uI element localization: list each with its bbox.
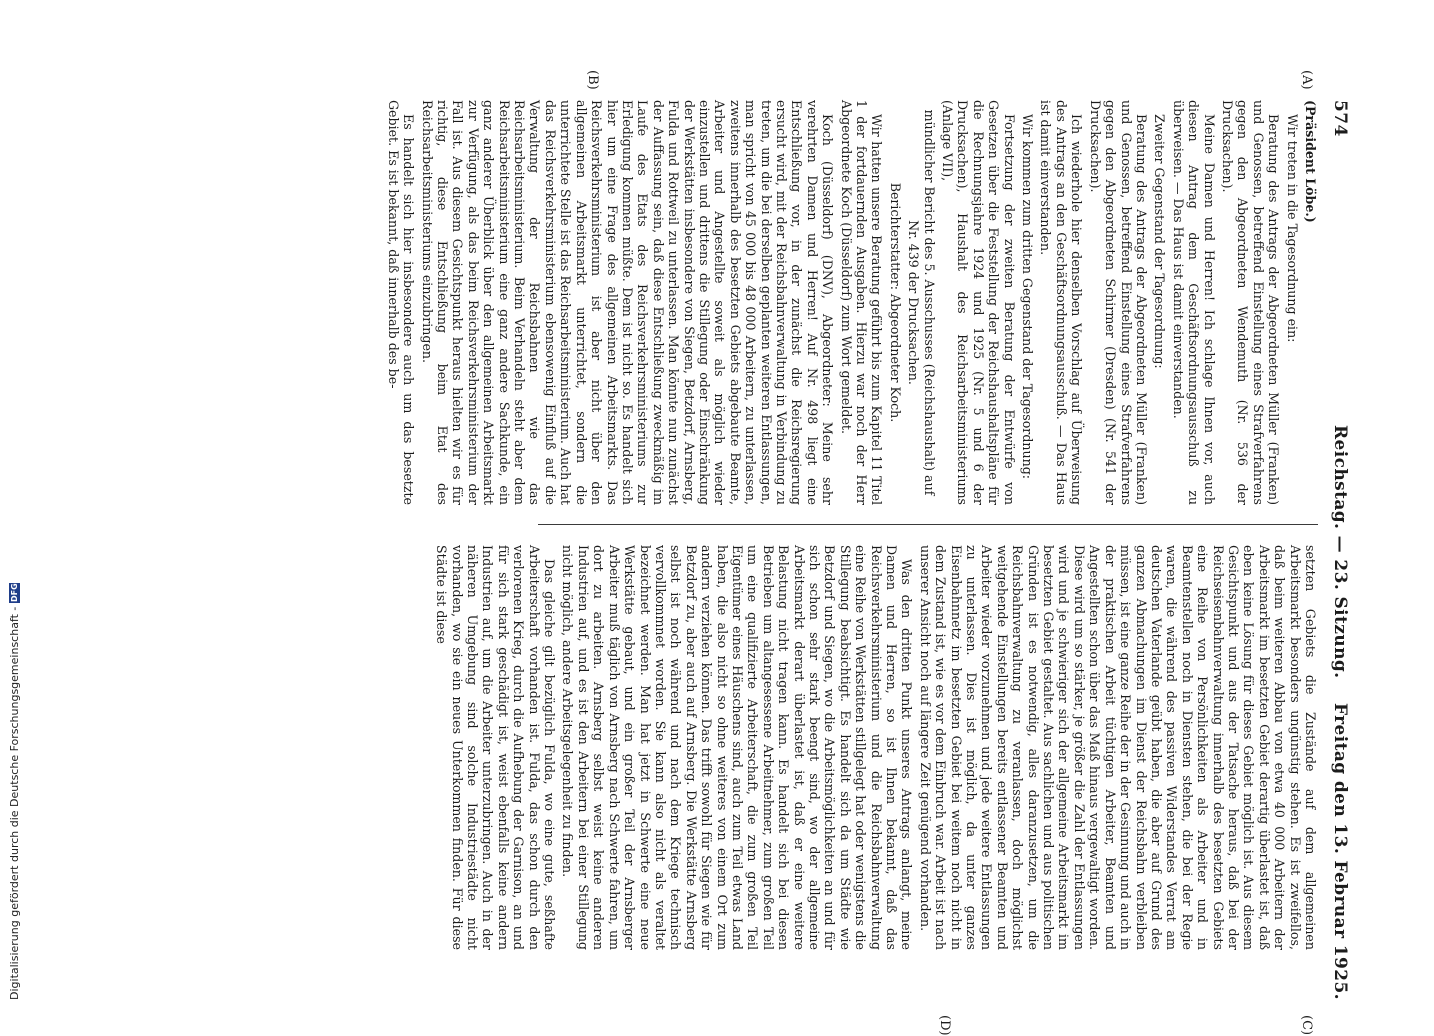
right-column bbox=[431, 545, 1318, 950]
agenda-item: Fortsetzung der zweiten Beratung der Entwürfe von Gesetzen über die Feststellung der Reichshaushaltspläne für die Rechnungsjahre 1924 und 1925 (Nr. 5 und 6 der Drucksachen), Haushalt des Reichsarbeitsministeriums (Anlage VII), bbox=[940, 100, 1017, 505]
agenda-item: Beratung des Antrags der Abgeordneten Müller (Franken) und Genossen, betreffend Einstellung eines Strafverfahrens gegen den Abgeordneten Schirmer (Dresden) (Nr. 541 der Drucksachen). bbox=[1087, 100, 1149, 505]
paragraph: Wir treten in die Tagesordnung ein: bbox=[1284, 114, 1300, 343]
speech-paragraph: setzten Gebiets die Zustände auf dem allgemeinen Arbeitsmarkt besonders ungünstig stehen. Es ist zweifellos, daß beim weiteren Abbau von etwa 40 000 Arbeitern der Arbeitsmarkt im besetzten Gebiet derartig überlastet ist, daß eben keine Lösung für dieses Gebiet möglich ist. Aus diesem Gesichtspunkt und aus der Tatsache heraus, daß bei der Reichseisenbahnverwaltung innerhalb des besetzten Gebiets eine Reihe von Persönlichkeiten als Arbeiter und in Beamtenstellen noch in Diensten stehen, die bei der Regie waren, die während des passiven Widerstandes Verrat am deutschen Vaterlande geübt haben, die aber auf Grund des ganzen Abmachungen im Dienst der Reichsbahn verbleiben müssen, ist eine ganze Reihe der in der Gesinnung und auch in der praktischen Arbeit tüchtigen Arbeiter, Beamten und Angestellten schon über das Maß hinaus vergewaltigt worden. Diese wird um so stärker, je größer die Zahl der Entlassungen wird und je schwieriger sich der allgemeine Arbeitsmarkt im besetzten Gebiet gestaltet. Aus sachlichen und aus politischen Gründen ist es notwendig, alles daranzusetzen, um die Reichsbahnverwaltung zu veranlassen, doch möglichst weitgehende Einstellungen bereits entlassener Beamten und Arbeiter wieder vorzunehmen und jede weitere Entlassungen zu unterlassen. Dies ist möglich, da unter ganzes Eisenbahnnetz im besetzten Gebiet bei weitem noch nicht in dem Zustand ist, wie es vor dem Einbruch war. Arbeit ist nach unserer Ansicht noch auf längere Zeit genügend vorhanden. bbox=[917, 545, 1318, 950]
paragraph: Wir hatten unsere Beratung geführt bis zum Kapitel 11 Titel 1 der fortdauernden Ausgaben. Hierzu war noch der Herr Abgeordnete Koch (Düsseldorf) zum Wort gemeldet. bbox=[838, 100, 885, 505]
running-title: Reichstag. — 23. Sitzung. bbox=[1330, 425, 1350, 679]
margin-mark-d: (D) bbox=[937, 1015, 952, 1036]
agenda-item: Beratung des Antrags der Abgeordneten Müller (Franken) und Genossen, betreffend Einstellung eines Strafverfahrens gegen den Abgeordneten Wendemuth (Nr. 536 der Drucksachen). bbox=[1219, 100, 1282, 505]
speech-paragraph: Was den dritten Punkt unseres Antrags anlangt, meine Damen und Herren, so ist Ihnen bekannt, daß das Reichsverkehrsministerium und die Reichsbahnverwaltung eine Reihe von Werkstätten stillgelegt hat oder wenigstens die Stillegung beabsichtigt. Es handelt sich da um Städte wie Betzdorf und Siegen, wo die Arbeitsmöglichkeiten an und für sich schon sehr stark beengt sind, wo der allgemeine Arbeitsmarkt derart überlastet ist, daß er eine weitere Belastung nicht tragen kann. Es handelt sich bei diesen Betrieben um altangesessene Arbeitnehmer, zum großen Teil um eine qualifizierte Arbeiterschaft, die zum großen Teil Eigentümer eines Häuschens sind, auch zum Teil etwas Land haben, die also nicht so ohne weiteres von einem Ort zum andern verziehen können. Das trifft sowohl für Siegen wie für Betzdorf zu, aber auch auf Arnsberg. Die Werkstätte Arnsberg selbst ist noch während und nach dem Kriege technisch vervollkommnet worden. Sie kann also nicht als veraltet bezeichnet werden. Man hat jetzt in Schwerte eine neue Werkstätte gebaut, und ein großer Teil der Arnsberger Arbeiter muß täglich von Arnsberg nach Schwerte fahren, um dort zu arbeiten. Arnsberg selbst weist keine anderen Industrien auf, und es ist den Arbeitern bei einer Stillegung nicht möglich, andere Arbeitsgelegenheit zu finden. bbox=[560, 545, 915, 950]
digitization-credit bbox=[8, 583, 21, 1000]
margin-mark-c: (C) bbox=[1299, 1015, 1314, 1036]
credit-text: Digitalisierung gefördert durch die Deutsche Forschungsgemeinschaft - bbox=[8, 606, 21, 1000]
paragraph: Ich wiederhole hier denselben Vorschlag auf Überweisung des Antrags an den Geschäftsordnungsausschuß. — Das Haus ist damit einverstanden. bbox=[1038, 100, 1085, 505]
speech-paragraph: Koch (Düsseldorf) (DNV), Abgeordneter: Meine sehr verehrten Damen und Herren! Auf Nr. 498 liegt eine Entschließung vor, in der zunächst die Reichsregierung ersucht wird, mit der Reichsbahnverwaltung in Verbindung zu treten, um die bei derselben geplanten weiteren Entlassungen, man spricht von 45 000 bis 48 000 Arbeitern, zu unterlassen, zweitens innerhalb des besetzten Gebiets abgebaute Beamte, Arbeiter und Angestellte soweit als möglich wieder einzustellen und drittens die Stillegung oder Einschränkung der Werkstätten insbesondere von Siegen, Betzdorf, Arnsberg, Fulda und Rottweil zu unterlassen. Man könnte nun zunächst der Auffassung sein, daß diese Entschließung zweckmäßig im Laufe des Etats des Reichsverkehrsministeriums zur Erledigung kommen müßte. Dem ist nicht so. Es handelt sich hier um eine Frage des allgemeinen Arbeitsmarkts. Das Reichsverkehrsministerium ist aber nicht über den allgemeinen Arbeitsmarkt unterrichtet, sondern die unterrichtete Stelle ist das Reichsarbeitsministerium. Auch hat das Reichsverkehrsministerium ebensowenig Einfluß auf die Verwaltung der Reichsbahnen wie das Reichsarbeitsministerium. Beim Verhandeln steht aber dem Reichsarbeitsministerium eine ganz andere Sachkunde, ein ganz anderer Überblick über den allgemeinen Arbeitsmarkt zur Verfügung, als das beim Reichsverkehrsministerium der Fall ist. Aus diesem Gesichtspunkt heraus hielten wir es für richtig, diese Entschließung beim Etat des Reichsarbeitsministeriums einzubringen. bbox=[419, 100, 836, 505]
speech-paragraph: Es handelt sich hier insbesondere auch um das besetzte Gebiet. Es ist bekannt, daß innerhalb des be- bbox=[385, 100, 417, 505]
paragraph: Zweiter Gegenstand der Tagesordnung: bbox=[1152, 114, 1168, 369]
left-column bbox=[382, 100, 1318, 505]
speech-paragraph: Das gleiche gilt bezüglich Fulda, wo eine gute, seßhafte Arbeiterschaft vorhanden ist. Fulda, das schon durch den verlorenen Krieg, durch die Aufhebung der Garnison, an und für sich stark geschädigt ist, weist ebenfalls keine andern Industrien auf, um die Arbeiter unterzubringen. Auch in der näheren Umgebung sind solche Industriestädte nicht vorhanden, wo sie ein neues Unterkommen finden. Für diese Städte ist diese bbox=[434, 545, 558, 950]
page-number: 574 bbox=[1330, 100, 1350, 137]
speaker-heading: (Präsident Löbe.) bbox=[1303, 100, 1318, 223]
rapporteur: Berichterstatter: Abgeordneter Koch. bbox=[887, 182, 903, 423]
report-note: mündlicher Bericht des 5. Ausschusses (Reichshaushalt) auf Nr. 439 der Drucksachen. bbox=[906, 109, 937, 496]
paragraph: Meine Damen und Herren! Ich schlage Ihnen vor, auch diesen Antrag dem Geschäftsordnungsausschuß zu überweisen. — Das Haus ist damit einverstanden. bbox=[1170, 100, 1217, 505]
document-page bbox=[92, 70, 1352, 1036]
margin-mark-a: (A) bbox=[1299, 70, 1314, 90]
running-date: Freitag den 13. Februar 1925. bbox=[1330, 702, 1350, 1000]
running-head bbox=[1326, 100, 1352, 1000]
dfg-logo: DFG bbox=[10, 583, 19, 602]
paragraph: Wir kommen zum dritten Gegenstand der Tagesordnung: bbox=[1020, 114, 1036, 480]
margin-mark-b: (B) bbox=[585, 70, 600, 90]
column-divider bbox=[538, 524, 1318, 525]
